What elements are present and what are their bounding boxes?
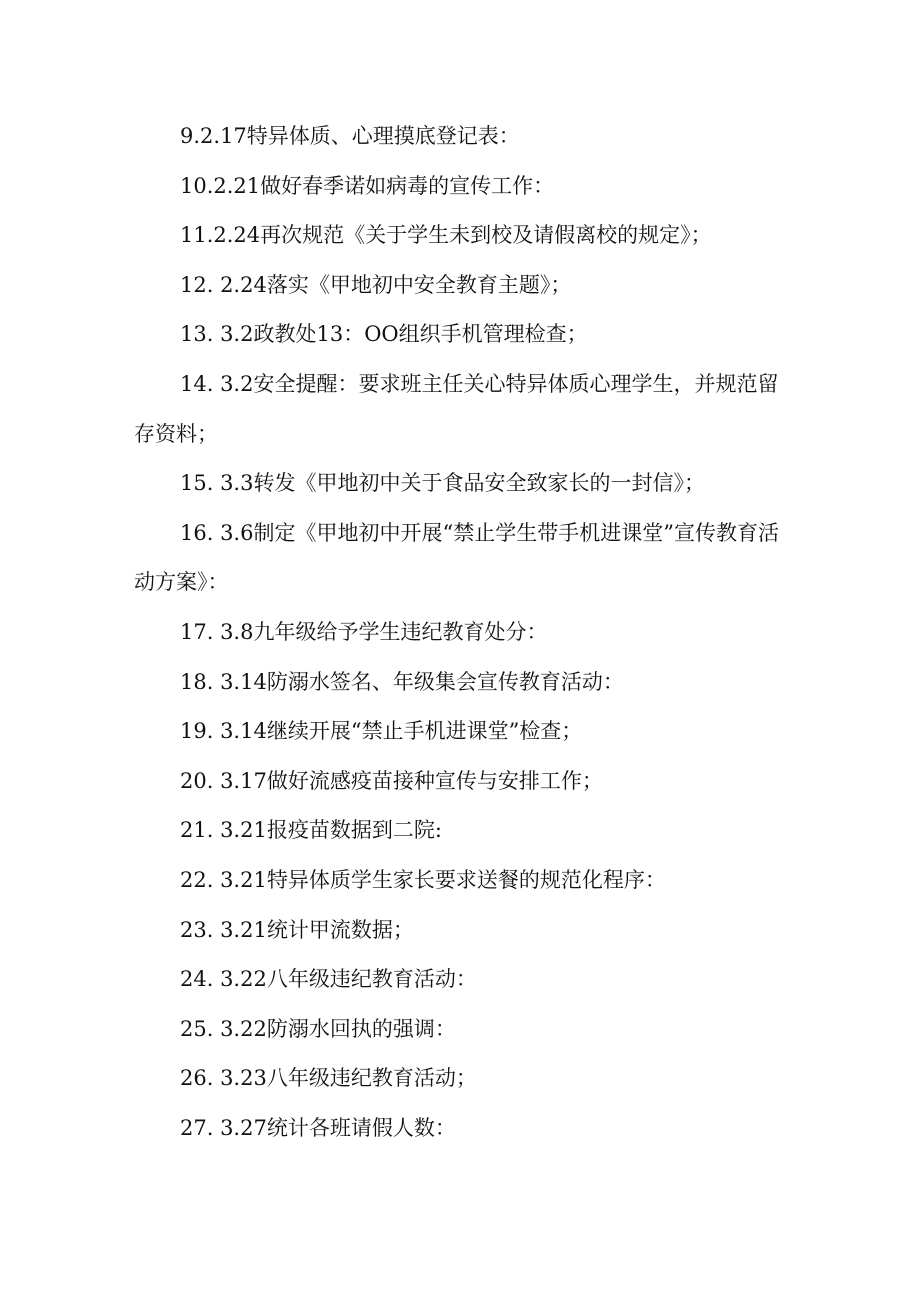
list-item: 11.2.24再次规范《关于学生未到校及请假离校的规定》；: [180, 223, 712, 248]
list-item: 20. 3.17做好流感疫苗接种宣传与安排工作；: [180, 768, 603, 793]
list-item: 13. 3.2政教处13：OO组织手机管理检查；: [180, 322, 588, 347]
list-item: 17. 3.8九年级给予学生违纪教育处分：: [180, 619, 548, 644]
list-item: 10.2.21做好春季诺如病毒的宣传工作：: [180, 173, 555, 198]
list-item: 9.2.17特异体质、心理摸底登记表：: [180, 124, 520, 148]
list-item: 18. 3.14防溺水签名、年级集会宣传教育活动：: [180, 669, 624, 694]
list-item: 14. 3.2安全提醒：要求班主任关心特异体质心理学生，并规范留存资料；: [134, 371, 779, 446]
list-item: 23. 3.21统计甲流数据；: [180, 917, 414, 942]
list-item: 15. 3.3转发《甲地初中关于食品安全致家长的一封信》；: [180, 471, 705, 496]
list-item: 19. 3.14继续开展“禁止手机进课堂”检查；: [180, 719, 583, 744]
list-item: 21. 3.21报疫苗数据到二院:: [180, 818, 442, 843]
list-item: 26. 3.23八年级违纪教育活动；: [180, 1066, 477, 1091]
list-item: 16. 3.6制定《甲地初中开展“禁止学生带手机进课堂”宣传教育活动方案》：: [134, 520, 779, 595]
list-item: 22. 3.21特异体质学生家长要求送餐的规范化程序：: [180, 867, 666, 892]
document-body: [134, 112, 794, 1153]
list-item: 25. 3.22防溺水回执的强调：: [180, 1016, 456, 1041]
list-item: 24. 3.22八年级违纪教育活动：: [180, 967, 477, 992]
list-item: 12. 2.24落实《甲地初中安全教育主题》；: [180, 272, 572, 297]
list-item: 27. 3.27统计各班请假人数：: [180, 1115, 456, 1140]
